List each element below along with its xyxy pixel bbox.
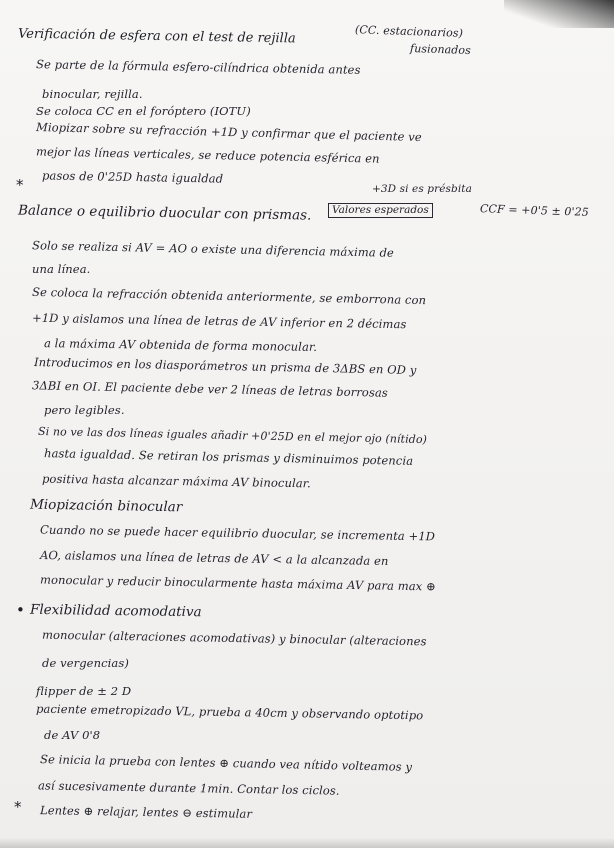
expected-values-formula: CCF = +0'5 ± 0'25 — [479, 202, 590, 219]
myopization-heading: Miopización binocular — [29, 496, 183, 516]
asterisk-mark: * — [14, 798, 22, 816]
text-line: una línea. — [32, 262, 91, 276]
expected-values-label: Valores esperados — [328, 203, 433, 218]
text-line: Introducimos en los diasporámetros un prisma de 3ΔBS en OD y — [33, 354, 417, 378]
text-line: paciente emetropizado VL, prueba a 40cm y observando optotipo — [35, 701, 424, 723]
text-line: Se coloca CC en el foróptero (IOTU) — [36, 104, 251, 118]
text-line: de AV 0'8 — [44, 728, 101, 742]
text-line: Miopizar sobre su refracción +1D y confirmar que el paciente ve — [35, 119, 422, 145]
text-line: Se inicia la prueba con lentes ⊕ cuando vea nítido volteamos y — [39, 752, 413, 774]
text-line: mejor las líneas verticales, se reduce potencia esférica en — [35, 144, 380, 166]
text-line: Se parte de la fórmula esfero-cilíndrica obtenida antes — [35, 57, 361, 77]
text-line: pasos de 0'25D hasta igualdad — [41, 168, 224, 186]
text-line: 3ΔBI en OI. El paciente debe ver 2 líneas de letras borrosas — [31, 378, 389, 400]
text-line: Cuando no se puede hacer equilibrio duocular, se incrementa +1D — [39, 522, 436, 544]
title-note-fused: fusionados — [409, 41, 472, 58]
balance-heading: Balance o equilibrio duocular con prismas. — [17, 202, 312, 224]
title-heading: Verificación de esfera con el test de rejilla — [17, 26, 296, 47]
asterisk-mark: * — [16, 176, 24, 194]
text-line: Si no ve las dos líneas iguales añadir +0'25D en el mejor ojo (nítido) — [37, 424, 428, 447]
bullet-mark: • — [16, 601, 25, 619]
text-line: positiva hasta alcanzar máxima AV binocular. — [41, 471, 311, 491]
page-corner-shadow — [504, 0, 614, 28]
text-line: AO, aislamos una línea de letras de AV < a la alcanzada en — [39, 547, 389, 569]
text-line: monocular y reducir binocularmente hasta máxima AV para max ⊕ — [39, 572, 436, 594]
text-line: a la máxima AV obtenida de forma monocular. — [43, 336, 318, 354]
text-line: flipper de ± 2 D — [36, 684, 132, 698]
text-line: Se coloca la refracción obtenida anteriormente, se emborrona con — [31, 284, 427, 308]
presbyopia-note: +3D si es présbita — [372, 183, 472, 195]
text-line: de vergencias) — [42, 656, 129, 670]
text-line: Solo se realiza si AV = AO o existe una diferencia máxima de — [31, 238, 395, 260]
text-line: así sucesivamente durante 1min. Contar los ciclos. — [37, 778, 340, 798]
text-line: pero legibles. — [44, 403, 125, 417]
text-line: monocular (alteraciones acomodativas) y binocular (alteraciones — [41, 627, 427, 649]
text-line: +1D y aislamos una línea de letras de AV inferior en 2 décimas — [31, 310, 407, 332]
page-edge-shadow — [0, 838, 614, 848]
text-line: binocular, rejilla. — [42, 87, 143, 101]
text-line: hasta igualdad. Se retiran los prismas y disminuimos potencia — [43, 446, 414, 468]
flexibility-heading: Flexibilidad acomodativa — [29, 601, 202, 621]
title-note-stationary: (CC. estacionarios) — [354, 23, 464, 40]
text-line: Lentes ⊕ relajar, lentes ⊖ estimular — [39, 803, 253, 821]
